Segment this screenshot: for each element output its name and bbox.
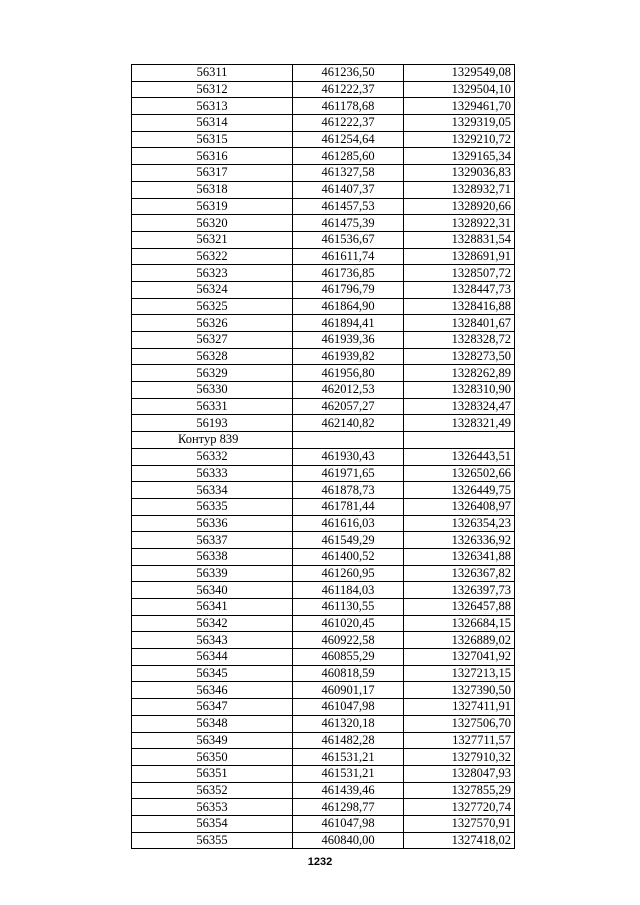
point-id-cell: 56345 [132,665,293,682]
x-coordinate-cell: 461222,37 [293,81,404,98]
x-coordinate-cell: 461894,41 [293,315,404,332]
x-coordinate-cell: 461047,98 [293,815,404,832]
x-coordinate-cell: 461285,60 [293,148,404,165]
y-coordinate-cell: 1327570,91 [404,815,515,832]
table-row [132,382,515,399]
table-row [132,448,515,465]
x-coordinate-cell: 461457,53 [293,198,404,215]
x-coordinate-cell: 461971,65 [293,465,404,482]
table-row [132,532,515,549]
point-id-cell: 56352 [132,782,293,799]
table-row [132,265,515,282]
table-row [132,231,515,248]
point-id-cell: 56349 [132,732,293,749]
y-coordinate-cell: 1328321,49 [404,415,515,432]
point-id-cell: 56340 [132,582,293,599]
point-id-cell: 56322 [132,248,293,265]
point-id-cell: 56334 [132,482,293,499]
table-row [132,548,515,565]
x-coordinate-cell: 461254,64 [293,131,404,148]
table-row [132,181,515,198]
point-id-cell: 56347 [132,699,293,716]
point-id-cell: 56348 [132,715,293,732]
point-id-cell: 56346 [132,682,293,699]
table-row [132,615,515,632]
table-row [132,81,515,98]
point-id-cell: 56324 [132,281,293,298]
y-coordinate-cell: 1328047,93 [404,765,515,782]
point-id-cell: 56342 [132,615,293,632]
table-row [132,248,515,265]
point-id-cell: 56328 [132,348,293,365]
coordinates-table-body [132,65,515,849]
point-id-cell: 56317 [132,165,293,182]
y-coordinate-cell: 1326889,02 [404,632,515,649]
y-coordinate-cell: 1328324,47 [404,398,515,415]
y-coordinate-cell: 1329036,83 [404,165,515,182]
point-id-cell: 56320 [132,215,293,232]
point-id-cell: 56355 [132,832,293,849]
y-coordinate-cell: 1329319,05 [404,115,515,132]
x-coordinate-cell: 461407,37 [293,181,404,198]
y-coordinate-cell: 1329504,10 [404,81,515,98]
x-coordinate-cell: 461236,50 [293,65,404,82]
y-coordinate-cell: 1327213,15 [404,665,515,682]
x-coordinate-cell: 461475,39 [293,215,404,232]
section-label: Контур 839 [132,432,293,449]
point-id-cell: 56350 [132,749,293,766]
point-id-cell: 56329 [132,365,293,382]
table-row [132,632,515,649]
y-coordinate-cell: 1327411,91 [404,699,515,716]
x-coordinate-cell: 461320,18 [293,715,404,732]
y-coordinate-cell: 1327711,57 [404,732,515,749]
x-coordinate-cell: 461536,67 [293,231,404,248]
empty-cell [404,432,515,449]
point-id-cell: 56318 [132,181,293,198]
y-coordinate-cell: 1326408,97 [404,498,515,515]
table-row [132,699,515,716]
x-coordinate-cell: 461184,03 [293,582,404,599]
table-row [132,732,515,749]
y-coordinate-cell: 1328831,54 [404,231,515,248]
x-coordinate-cell: 461020,45 [293,615,404,632]
table-row [132,749,515,766]
x-coordinate-cell: 461736,85 [293,265,404,282]
point-id-cell: 56327 [132,332,293,349]
x-coordinate-cell: 460922,58 [293,632,404,649]
point-id-cell: 56193 [132,415,293,432]
point-id-cell: 56332 [132,448,293,465]
point-id-cell: 56315 [132,131,293,148]
y-coordinate-cell: 1328262,89 [404,365,515,382]
table-row [132,148,515,165]
table-row [132,332,515,349]
x-coordinate-cell: 461531,21 [293,749,404,766]
table-row [132,498,515,515]
x-coordinate-cell: 461047,98 [293,699,404,716]
point-id-cell: 56312 [132,81,293,98]
y-coordinate-cell: 1327041,92 [404,649,515,666]
table-row [132,115,515,132]
x-coordinate-cell: 461482,28 [293,732,404,749]
table-row [132,348,515,365]
x-coordinate-cell: 461260,95 [293,565,404,582]
table-row [132,65,515,82]
x-coordinate-cell: 461939,36 [293,332,404,349]
empty-cell [293,432,404,449]
table-row [132,565,515,582]
point-id-cell: 56335 [132,498,293,515]
y-coordinate-cell: 1329210,72 [404,131,515,148]
section-header-row [132,432,515,449]
coordinates-table [131,64,515,849]
x-coordinate-cell: 461864,90 [293,298,404,315]
x-coordinate-cell: 461616,03 [293,515,404,532]
page-number: 1232 [307,856,333,868]
table-row [132,649,515,666]
x-coordinate-cell: 460855,29 [293,649,404,666]
table-row [132,715,515,732]
point-id-cell: 56333 [132,465,293,482]
point-id-cell: 56354 [132,815,293,832]
point-id-cell: 56316 [132,148,293,165]
y-coordinate-cell: 1326367,82 [404,565,515,582]
y-coordinate-cell: 1326397,73 [404,582,515,599]
y-coordinate-cell: 1328932,71 [404,181,515,198]
y-coordinate-cell: 1328401,67 [404,315,515,332]
y-coordinate-cell: 1329461,70 [404,98,515,115]
y-coordinate-cell: 1326502,66 [404,465,515,482]
table-row [132,198,515,215]
x-coordinate-cell: 461956,80 [293,365,404,382]
table-row [132,298,515,315]
point-id-cell: 56337 [132,532,293,549]
point-id-cell: 56330 [132,382,293,399]
table-row [132,165,515,182]
point-id-cell: 56338 [132,548,293,565]
table-row [132,465,515,482]
x-coordinate-cell: 462057,27 [293,398,404,415]
table-row [132,582,515,599]
y-coordinate-cell: 1328447,73 [404,281,515,298]
x-coordinate-cell: 460840,00 [293,832,404,849]
point-id-cell: 56325 [132,298,293,315]
table-row [132,782,515,799]
table-row [132,832,515,849]
table-row [132,665,515,682]
y-coordinate-cell: 1329549,08 [404,65,515,82]
x-coordinate-cell: 461400,52 [293,548,404,565]
point-id-cell: 56339 [132,565,293,582]
y-coordinate-cell: 1327390,50 [404,682,515,699]
table-row [132,215,515,232]
y-coordinate-cell: 1329165,34 [404,148,515,165]
table-row [132,815,515,832]
table-row [132,682,515,699]
point-id-cell: 56319 [132,198,293,215]
y-coordinate-cell: 1327418,02 [404,832,515,849]
table-row [132,599,515,616]
x-coordinate-cell: 460901,17 [293,682,404,699]
point-id-cell: 56336 [132,515,293,532]
y-coordinate-cell: 1326457,88 [404,599,515,616]
y-coordinate-cell: 1327910,32 [404,749,515,766]
y-coordinate-cell: 1327720,74 [404,799,515,816]
y-coordinate-cell: 1328920,66 [404,198,515,215]
point-id-cell: 56326 [132,315,293,332]
x-coordinate-cell: 461531,21 [293,765,404,782]
y-coordinate-cell: 1326354,23 [404,515,515,532]
table-row [132,415,515,432]
point-id-cell: 56311 [132,65,293,82]
y-coordinate-cell: 1326443,51 [404,448,515,465]
x-coordinate-cell: 461130,55 [293,599,404,616]
y-coordinate-cell: 1326449,75 [404,482,515,499]
table-row [132,98,515,115]
table-row [132,281,515,298]
point-id-cell: 56314 [132,115,293,132]
y-coordinate-cell: 1328416,88 [404,298,515,315]
point-id-cell: 56353 [132,799,293,816]
x-coordinate-cell: 461878,73 [293,482,404,499]
y-coordinate-cell: 1328691,91 [404,248,515,265]
point-id-cell: 56343 [132,632,293,649]
y-coordinate-cell: 1328310,90 [404,382,515,399]
table-row [132,765,515,782]
point-id-cell: 56341 [132,599,293,616]
y-coordinate-cell: 1328273,50 [404,348,515,365]
table-row [132,515,515,532]
x-coordinate-cell: 461549,29 [293,532,404,549]
point-id-cell: 56331 [132,398,293,415]
x-coordinate-cell: 461222,37 [293,115,404,132]
y-coordinate-cell: 1327855,29 [404,782,515,799]
x-coordinate-cell: 461939,82 [293,348,404,365]
table-row [132,398,515,415]
y-coordinate-cell: 1326336,92 [404,532,515,549]
point-id-cell: 56351 [132,765,293,782]
x-coordinate-cell: 461796,79 [293,281,404,298]
y-coordinate-cell: 1326684,15 [404,615,515,632]
y-coordinate-cell: 1328922,31 [404,215,515,232]
point-id-cell: 56313 [132,98,293,115]
x-coordinate-cell: 461611,74 [293,248,404,265]
x-coordinate-cell: 460818,59 [293,665,404,682]
point-id-cell: 56321 [132,231,293,248]
y-coordinate-cell: 1327506,70 [404,715,515,732]
table-row [132,365,515,382]
x-coordinate-cell: 462012,53 [293,382,404,399]
x-coordinate-cell: 461178,68 [293,98,404,115]
table-row [132,482,515,499]
y-coordinate-cell: 1326341,88 [404,548,515,565]
table-row [132,799,515,816]
x-coordinate-cell: 461298,77 [293,799,404,816]
table-row [132,315,515,332]
table-row [132,131,515,148]
x-coordinate-cell: 462140,82 [293,415,404,432]
x-coordinate-cell: 461781,44 [293,498,404,515]
x-coordinate-cell: 461930,43 [293,448,404,465]
point-id-cell: 56344 [132,649,293,666]
x-coordinate-cell: 461439,46 [293,782,404,799]
point-id-cell: 56323 [132,265,293,282]
y-coordinate-cell: 1328507,72 [404,265,515,282]
x-coordinate-cell: 461327,58 [293,165,404,182]
y-coordinate-cell: 1328328,72 [404,332,515,349]
